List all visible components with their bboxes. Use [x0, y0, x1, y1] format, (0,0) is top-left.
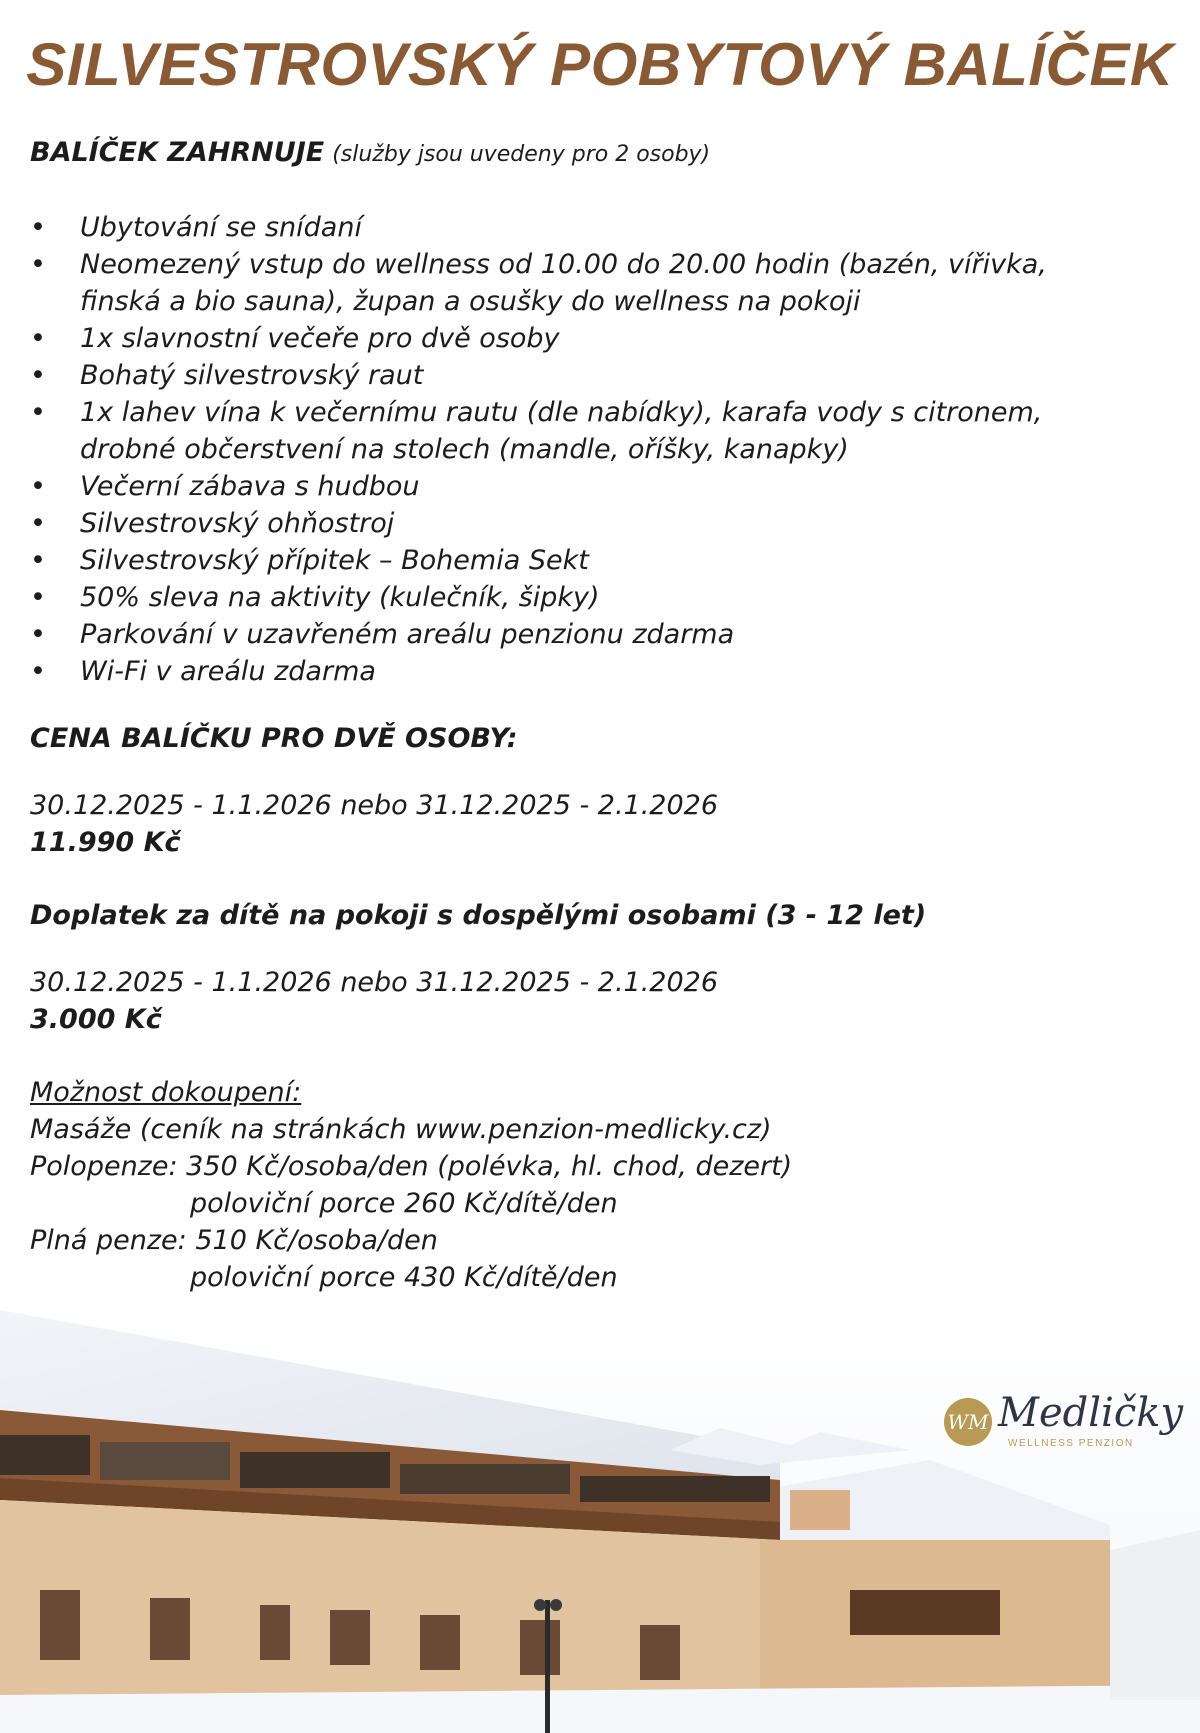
bullet-icon: •	[30, 582, 46, 613]
extras-heading: Možnost dokoupení:	[30, 1077, 302, 1108]
fullboard-row	[30, 1222, 1150, 1259]
list-item	[30, 320, 1090, 357]
list-item	[30, 357, 1090, 394]
fullboard-value: 510 Kč/osoba/den	[195, 1225, 438, 1256]
list-item-text: 1x lahev vína k večernímu rautu (dle nabídky), karafa vody s citronem, drobné občerstvení na stolech (mandle, oříšky, kanapky)	[80, 397, 1043, 465]
list-item-text: Silvestrovský ohňostroj	[80, 508, 395, 539]
list-item	[30, 616, 1090, 653]
child-dates: 30.12.2025 - 1.1.2026 nebo 31.12.2025 - 2.1.2026	[30, 967, 719, 998]
package-note: (služby jsou uvedeny pro 2 osoby)	[332, 142, 711, 167]
bullet-icon: •	[30, 471, 46, 502]
bullet-icon: •	[30, 508, 46, 539]
list-item	[30, 246, 1090, 320]
list-item	[30, 579, 1090, 616]
list-item-text: Bohatý silvestrovský raut	[80, 360, 424, 391]
bullet-icon: •	[30, 619, 46, 650]
list-item-text: Silvestrovský přípitek – Bohemia Sekt	[80, 545, 589, 576]
hotel-photo	[0, 1300, 1200, 1733]
bullet-icon: •	[30, 656, 46, 687]
halfboard-label: Polopenze:	[30, 1151, 187, 1182]
child-surcharge-heading: Doplatek za dítě na pokoji s dospělými osobami (3 - 12 let)	[30, 900, 927, 931]
bullet-icon: •	[30, 212, 46, 243]
package-items-list	[30, 209, 1150, 690]
list-item-text: 1x slavnostní večeře pro dvě osoby	[80, 323, 560, 354]
list-item	[30, 209, 1090, 246]
list-item-text: Wi-Fi v areálu zdarma	[80, 656, 376, 687]
price-dates: 30.12.2025 - 1.1.2026 nebo 31.12.2025 - 2.1.2026	[30, 790, 719, 821]
package-heading-text: BALÍČEK ZAHRNUJE	[30, 137, 325, 168]
list-item	[30, 394, 1090, 468]
bullet-icon: •	[30, 397, 46, 428]
halfboard-value: 350 Kč/osoba/den (polévka, hl. chod, dezert)	[186, 1151, 793, 1182]
list-item	[30, 653, 1090, 690]
logo-subtitle: WELLNESS PENZION	[1008, 1438, 1134, 1449]
offer-content	[30, 134, 1150, 1296]
list-item	[30, 542, 1090, 579]
child-price: 3.000 Kč	[30, 1004, 162, 1035]
fullboard-child: poloviční porce 430 Kč/dítě/den	[190, 1262, 618, 1293]
halfboard-child: poloviční porce 260 Kč/dítě/den	[190, 1188, 618, 1219]
package-price: 11.990 Kč	[30, 827, 181, 858]
bullet-icon: •	[30, 360, 46, 391]
halfboard-row	[30, 1148, 1150, 1185]
fullboard-label: Plná penze:	[30, 1225, 196, 1256]
extras-massage: Masáže (ceník na stránkách www.penzion-medlicky.cz)	[30, 1114, 772, 1145]
list-item-text: Ubytování se snídaní	[80, 212, 362, 243]
list-item-text: Neomezený vstup do wellness od 10.00 do 20.00 hodin (bazén, vířivka, finská a bio sauna), župan a osušky do wellness na pokoji	[80, 249, 1047, 317]
list-item	[30, 468, 1090, 505]
list-item-text: 50% sleva na aktivity (kulečník, šipky)	[80, 582, 600, 613]
list-item	[30, 505, 1090, 542]
price-heading: CENA BALÍČKU PRO DVĚ OSOBY:	[30, 723, 518, 754]
bullet-icon: •	[30, 323, 46, 354]
medlicky-logo	[944, 1390, 1184, 1460]
bullet-icon: •	[30, 249, 46, 280]
extras-section	[30, 1074, 1150, 1296]
page-title: SILVESTROVSKÝ POBYTOVÝ BALÍČEK	[26, 31, 1174, 98]
logo-mark: WM	[944, 1398, 992, 1446]
logo-name: Medličky	[998, 1390, 1184, 1436]
list-item-text: Parkování v uzavřeném areálu penzionu zdarma	[80, 619, 735, 650]
package-heading	[30, 134, 1150, 173]
bullet-icon: •	[30, 545, 46, 576]
list-item-text: Večerní zábava s hudbou	[80, 471, 420, 502]
